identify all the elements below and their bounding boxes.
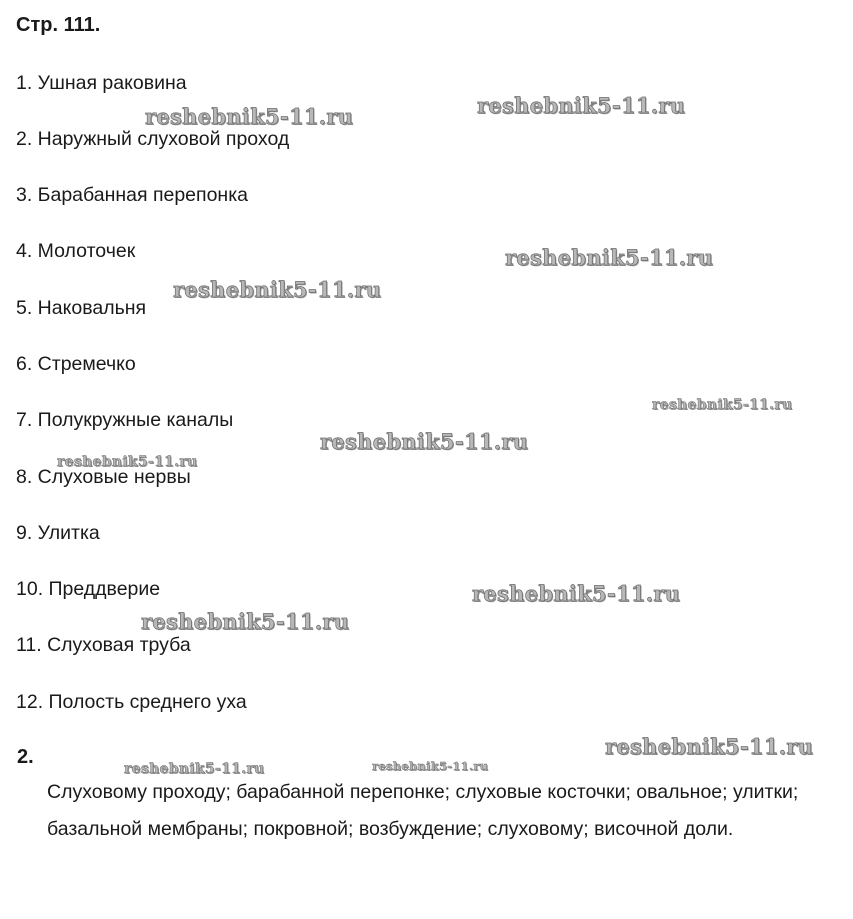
list-item-2: 2. Наружный слуховой проход: [16, 128, 290, 150]
watermark: reshebnik5-11.ru: [57, 454, 198, 470]
list-item-7: 7. Полукружные каналы: [16, 409, 234, 431]
list-item-10: 10. Преддверие: [16, 578, 161, 600]
watermark: reshebnik5-11.ru: [173, 277, 382, 302]
watermark: reshebnik5-11.ru: [652, 397, 793, 413]
task-2-answer: Слуховому проходу; барабанной перепонке; слуховые косточки; овальное; улитки; базальной мембраны; покровной; возбуждение; слуховому; височной доли.: [47, 781, 799, 840]
watermark: reshebnik5-11.ru: [141, 609, 350, 634]
watermark: reshebnik5-11.ru: [505, 245, 714, 270]
watermark: reshebnik5-11.ru: [477, 93, 686, 118]
watermark: reshebnik5-11.ru: [145, 104, 354, 129]
task-2-number: 2.: [17, 746, 34, 768]
watermark: reshebnik5-11.ru: [472, 581, 681, 606]
watermark: reshebnik5-11.ru: [320, 429, 529, 454]
list-item-3: 3. Барабанная перепонка: [16, 184, 249, 206]
page-title: Стр. 111.: [16, 14, 101, 36]
list-item-6: 6. Стремечко: [16, 353, 136, 375]
list-item-11: 11. Слуховая труба: [16, 634, 191, 656]
watermark: reshebnik5-11.ru: [124, 761, 265, 777]
list-item-8: 8. Слуховые нервы: [16, 466, 191, 488]
list-item-12: 12. Полость среднего уха: [16, 691, 247, 713]
list-item-1: 1. Ушная раковина: [16, 72, 187, 94]
list-item-5: 5. Наковальня: [16, 297, 147, 319]
list-item-4: 4. Молоточек: [16, 240, 136, 262]
list-item-9: 9. Улитка: [16, 522, 100, 544]
watermark: reshebnik5-11.ru: [372, 759, 489, 773]
watermark: reshebnik5-11.ru: [605, 734, 814, 759]
